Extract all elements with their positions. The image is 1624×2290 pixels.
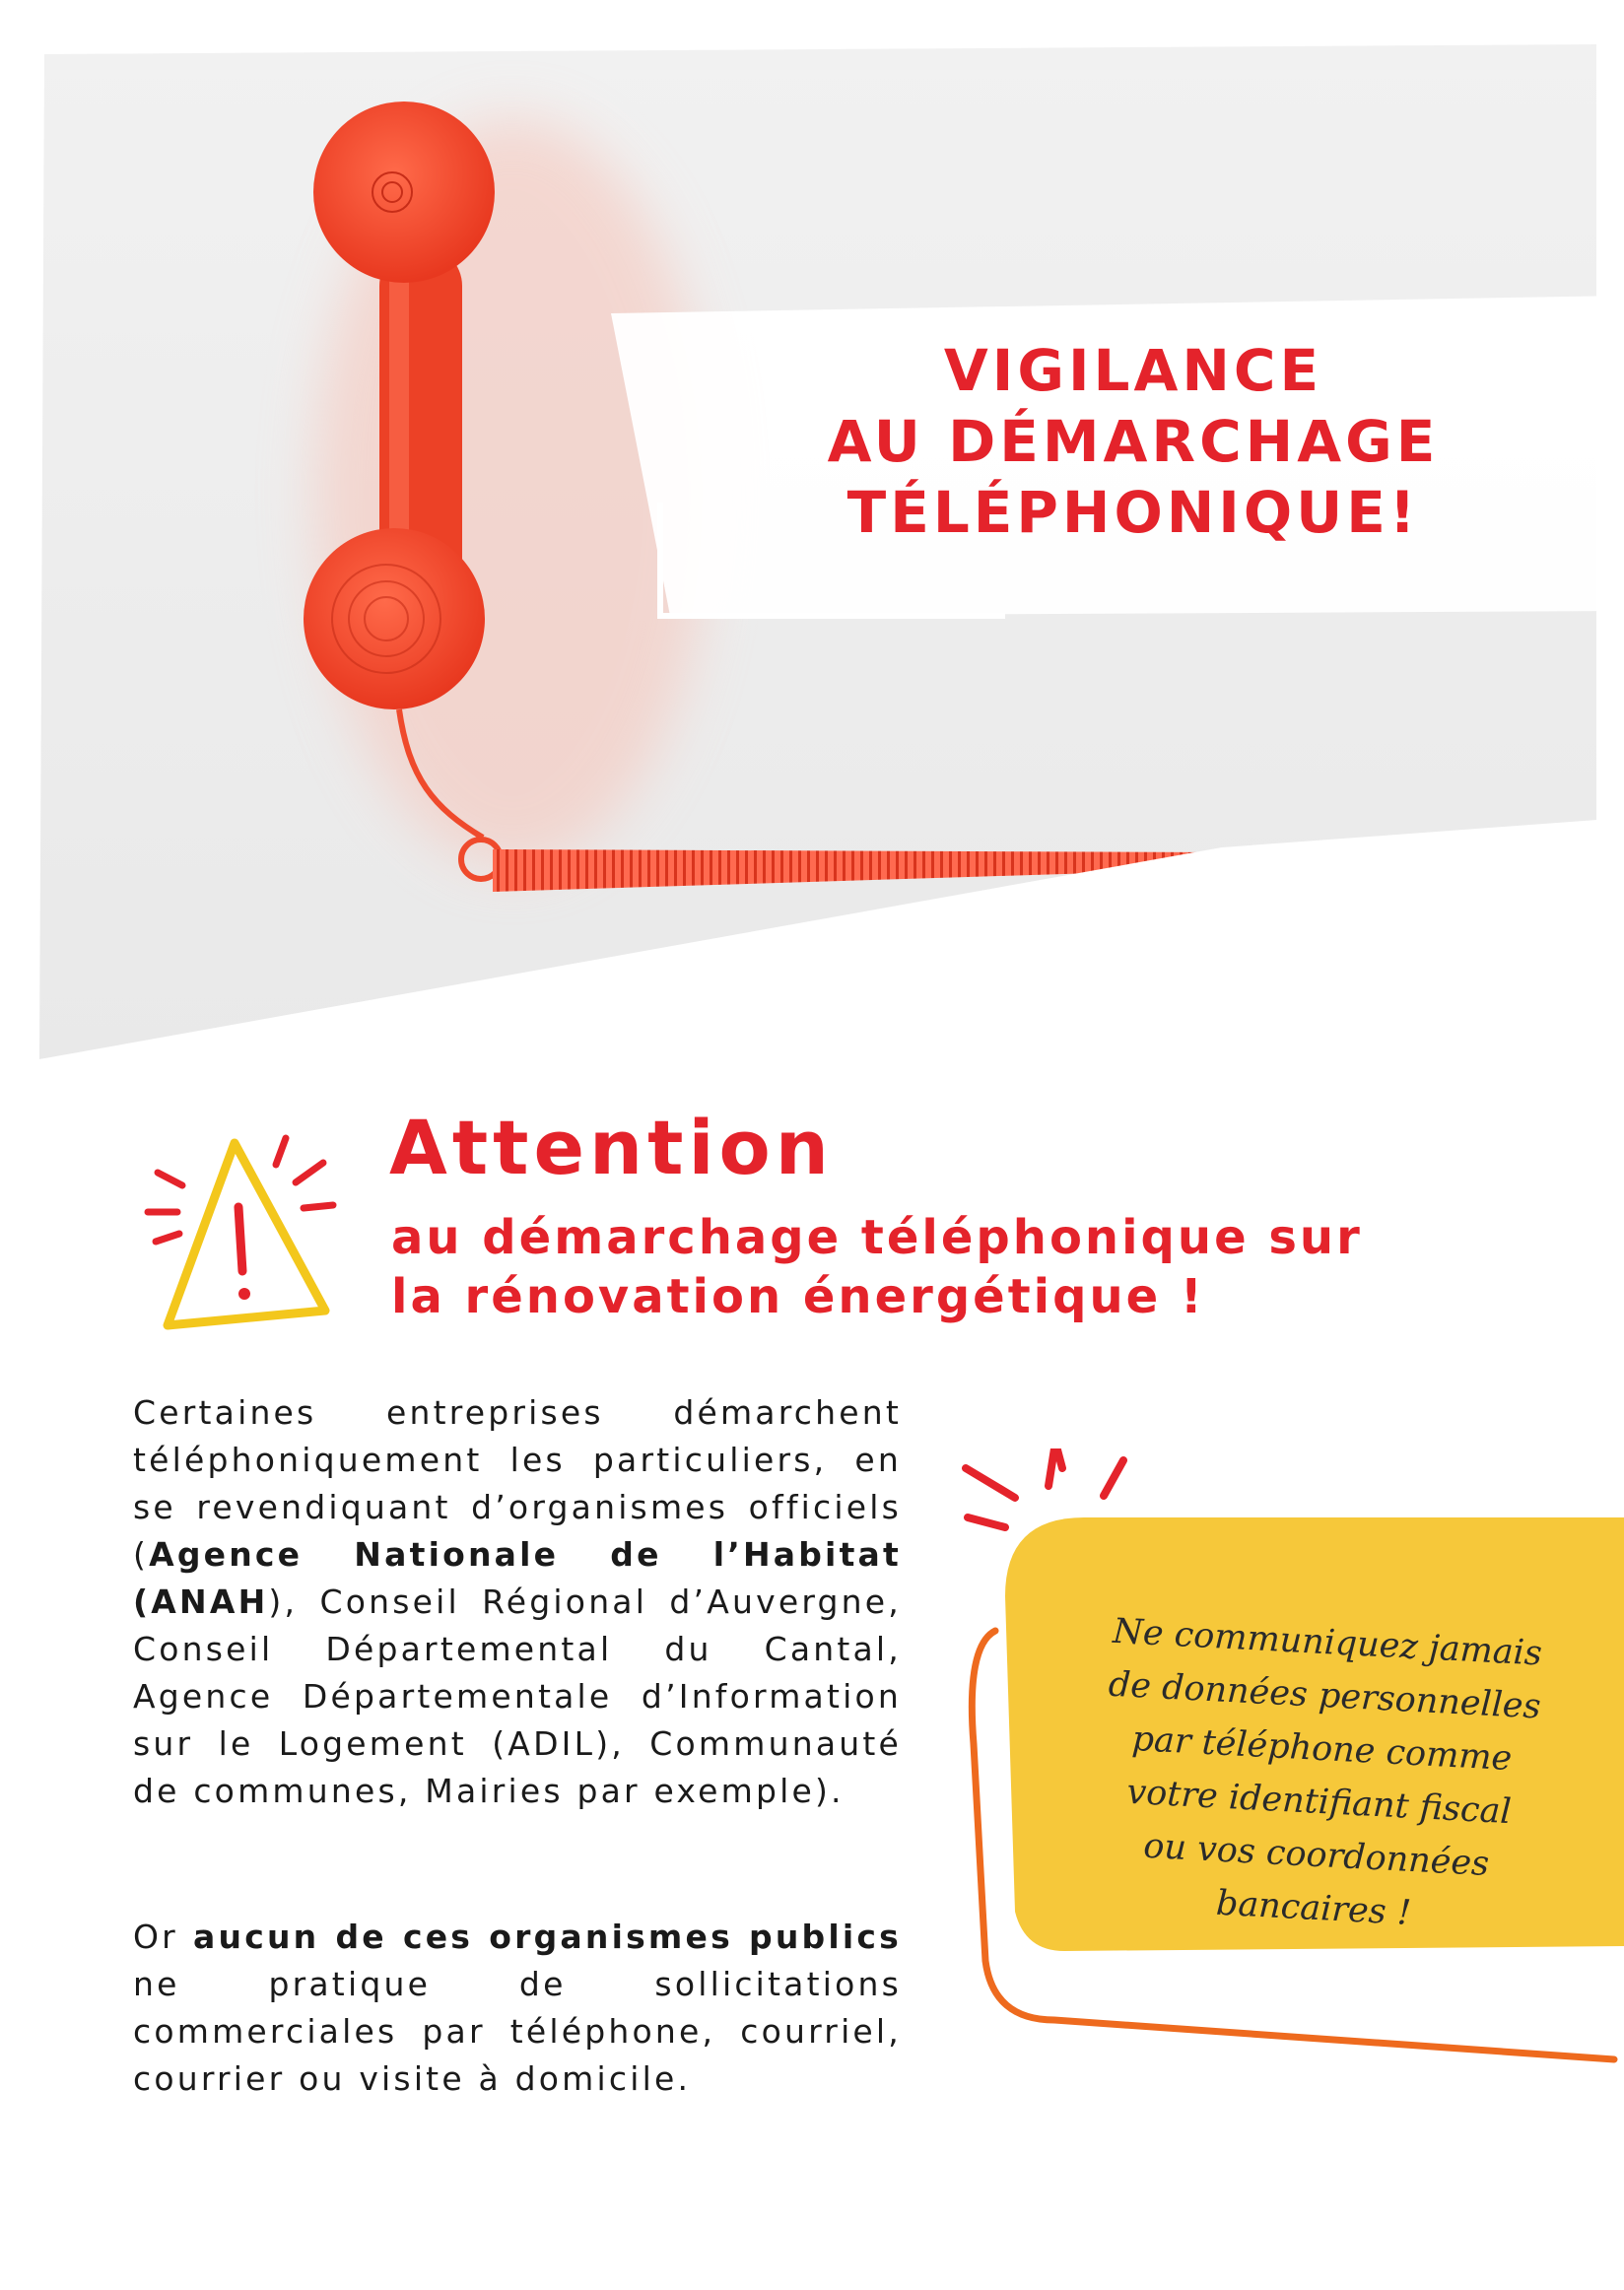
p2-text-c: ne pratique de sollicitations commerciales par téléphone, courriel, courrier ou visite à domicile. xyxy=(133,1965,902,2098)
attention-subtitle xyxy=(391,1208,1524,1326)
hero-title-line-1: VIGILANCE xyxy=(943,337,1323,404)
p1-text-c: ), Conseil Régional d’Auvergne, Conseil Départemental du Cantal, Agence Départementale d’Information sur le Logement (ADIL), Communauté de communes, Mairies par exemple). xyxy=(133,1583,902,1810)
p2-text-a: Or xyxy=(133,1918,194,1956)
attention-subtitle-line-1: au démarchage téléphonique sur xyxy=(391,1210,1363,1265)
hero-title xyxy=(749,335,1518,548)
hero-title-line-2: AU DÉMARCHAGE xyxy=(827,408,1440,475)
callout-line-5: ou vos coordonnées xyxy=(1142,1826,1491,1885)
warning-triangle-icon xyxy=(128,1113,365,1350)
callout-line-3: par téléphone comme xyxy=(1130,1718,1514,1780)
p1-text-a: Certaines entreprises démarchent téléphoniquement les particuliers, en se revendiquant d’organismes officiels ( xyxy=(133,1393,902,1574)
p1-bold-anah: Agence Nationale de l’Habitat (ANAH xyxy=(133,1535,902,1621)
callout-line-1: Ne communiquez jamais xyxy=(1112,1611,1543,1674)
callout-line-2: de données personnelles xyxy=(1107,1664,1542,1727)
callout-line-4: votre identifiant fiscal xyxy=(1125,1772,1513,1833)
attention-title: Attention xyxy=(389,1104,834,1191)
p2-bold-organismes: aucun de ces organismes publics xyxy=(193,1918,902,1956)
body-paragraph-1 xyxy=(133,1389,902,1815)
attention-subtitle-line-2: la rénovation énergétique ! xyxy=(391,1269,1205,1324)
callout-line-6: bancaires ! xyxy=(1214,1883,1412,1933)
hero-title-line-3: TÉLÉPHONIQUE! xyxy=(846,479,1420,546)
body-paragraph-2 xyxy=(133,1914,902,2103)
callout-text xyxy=(1076,1604,1565,1948)
